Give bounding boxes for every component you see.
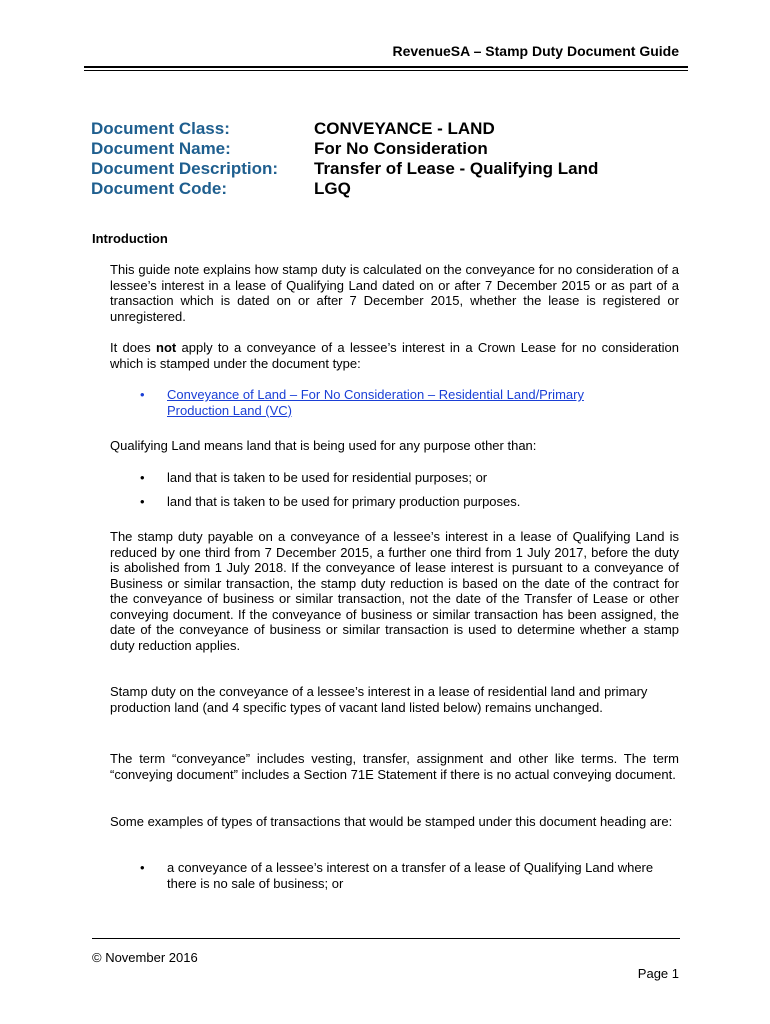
page-number: Page 1 [637, 966, 679, 981]
document-name-value: For No Consideration [314, 139, 488, 158]
footer-rule [92, 938, 680, 939]
p2-emphasis: not [156, 340, 177, 355]
list-item [110, 494, 679, 510]
bullet-icon: • [140, 470, 145, 485]
document-code-value: LGQ [314, 179, 351, 198]
p2-text-before: It does [110, 340, 157, 355]
list-item [110, 470, 679, 486]
document-meta [91, 119, 691, 199]
transaction-examples-list [110, 860, 679, 891]
bullet-icon: • [140, 387, 145, 402]
qualifying-land-exclusions-list [110, 470, 679, 509]
header-rule-thick [84, 66, 688, 68]
header-rule-thin [84, 70, 688, 71]
document-code-label: Document Code: [91, 179, 227, 198]
bullet-icon: • [140, 860, 145, 875]
meta-row-description [91, 159, 691, 179]
intro-paragraph-6: The term “conveyance” includes vesting, transfer, assignment and other like terms. The term “conveying document” includes a Section 71E Statement if there is no actual conveying document. [110, 751, 679, 782]
document-name-label: Document Name: [91, 139, 231, 158]
intro-paragraph-2 [110, 340, 679, 371]
document-description-label: Document Description: [91, 159, 279, 178]
meta-row-code [91, 179, 691, 199]
intro-paragraph-7: Some examples of types of transactions that would be stamped under this document heading are: [110, 814, 673, 829]
running-header: RevenueSA – Stamp Duty Document Guide [392, 43, 679, 59]
intro-paragraph-3: Qualifying Land means land that is being used for any purpose other than: [110, 438, 537, 453]
p2-text-after: apply to a conveyance of a lessee’s interest in a Crown Lease for no consideration which is stamped under the document type: [110, 340, 679, 371]
link-line-2: Production Land (VC) [167, 402, 293, 418]
meta-row-name [91, 139, 691, 159]
vc-document-link[interactable] [167, 387, 584, 418]
intro-paragraph-1: This guide note explains how stamp duty is calculated on the conveyance for no consideration of a lessee’s interest in a lease of Qualifying Land dated on or after 7 December 2015 or as part of a transaction which is dated on or after 7 December 2015, whether the lease is registered or unregistered. [110, 262, 679, 324]
bullet-text-residential: land that is taken to be used for residential purposes; or [167, 470, 488, 485]
meta-row-class [91, 119, 691, 139]
introduction-heading: Introduction [92, 231, 168, 246]
link-line-1: Conveyance of Land – For No Consideration – Residential Land/Primary [167, 387, 584, 402]
intro-paragraph-4: The stamp duty payable on a conveyance of a lessee’s interest in a lease of Qualifying Land is reduced by one third from 7 December 2015, a further one third from 1 July 2017, before the duty is abolished from 1 July 2018. If the conveyance of lease interest is pursuant to a conveyance of Business or similar transaction, the stamp duty reduction is based on the date of the contract for the conveyance of business or similar transaction, not the date of the Transfer of Lease or other conveying document. If the conveyance of business or similar transaction has been assigned, the date of the conveyance of business or similar transaction is used to determine whether a stamp duty reduction applies. [110, 529, 679, 653]
document-class-value: CONVEYANCE - LAND [314, 119, 495, 138]
bullet-text-primary-production: land that is taken to be used for primary production purposes. [167, 493, 521, 509]
list-item [110, 860, 679, 891]
bullet-icon: • [140, 493, 145, 509]
intro-paragraph-5: Stamp duty on the conveyance of a lessee’s interest in a lease of residential land and primary production land (and 4 specific types of vacant land listed below) remains unchanged. [110, 684, 648, 715]
list-item [110, 387, 679, 418]
bullet-text-no-sale-of-business: a conveyance of a lessee’s interest on a transfer of a lease of Qualifying Land where there is no sale of business; or [167, 860, 654, 891]
document-description-value: Transfer of Lease - Qualifying Land [314, 159, 599, 178]
footer-date: © November 2016 [92, 950, 198, 965]
crown-lease-link-list [110, 387, 679, 418]
document-class-label: Document Class: [91, 119, 230, 138]
